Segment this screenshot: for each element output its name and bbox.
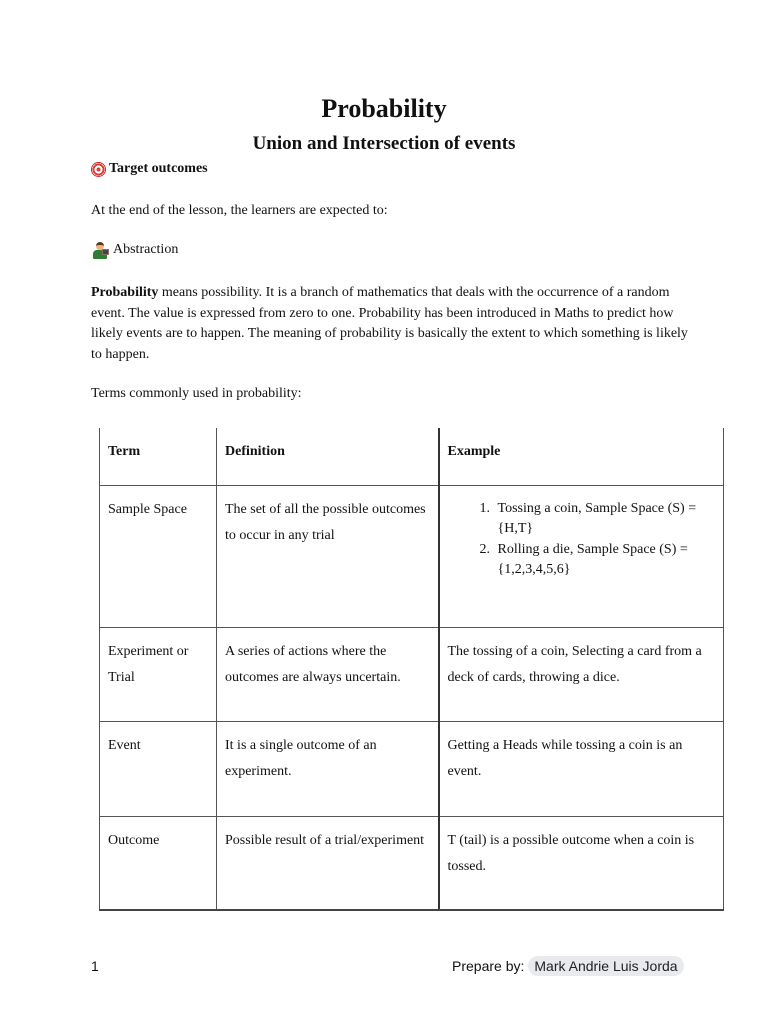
probability-definition-text: means possibility. It is a branch of mathematics that deals with the occurrence of a random event. The value is expressed from zero to one. Probability has been introduced in Maths to predict how likely events are to happen. The meaning of probability is basically the extent to which something is likely to happen. [91, 285, 688, 362]
table-header-row [100, 428, 724, 485]
page-number: 1 [91, 958, 99, 974]
terms-table [99, 428, 724, 911]
target-outcomes-label: Target outcomes [109, 161, 208, 176]
example-cell: The tossing of a coin, Selecting a card from a deck of cards, throwing a dice. [439, 627, 724, 721]
terms-intro-text: Terms commonly used in probability: [91, 386, 302, 401]
example-list [448, 497, 716, 581]
term-cell: Outcome [100, 816, 217, 910]
definition-cell: The set of all the possible outcomes to occur in any trial [217, 485, 439, 627]
prepared-by [452, 956, 684, 976]
table-row [100, 721, 724, 816]
table-header-cell: Example [439, 428, 724, 485]
prepared-by-label: Prepare by: [452, 958, 525, 974]
example-cell: T (tail) is a possible outcome when a coin is tossed. [439, 816, 724, 910]
probability-definition-paragraph [91, 283, 691, 365]
list-item: 1. Tossing a coin, Sample Space (S) = {H,T} [494, 499, 716, 540]
probability-term: Probability [91, 285, 159, 300]
table-header-cell: Definition [217, 428, 439, 485]
definition-cell: A series of actions where the outcomes are always uncertain. [217, 627, 439, 721]
target-outcomes-heading [91, 159, 208, 179]
target-icon [91, 162, 106, 177]
table-row [100, 627, 724, 721]
example-cell: Getting a Heads while tossing a coin is an event. [439, 721, 724, 816]
example-cell [439, 485, 724, 627]
term-cell: Event [100, 721, 217, 816]
definition-cell: It is a single outcome of an experiment. [217, 721, 439, 816]
term-cell: Sample Space [100, 485, 217, 627]
term-cell: Experiment or Trial [100, 627, 217, 721]
table-row [100, 485, 724, 627]
abstraction-heading [91, 240, 178, 260]
definition-cell: Possible result of a trial/experiment [217, 816, 439, 910]
abstraction-label: Abstraction [113, 242, 179, 257]
page-subtitle: Union and Intersection of events [252, 133, 516, 154]
page-title: Probability [321, 94, 447, 123]
list-item: 2. Rolling a die, Sample Space (S) = {1,2,3,4,5,6} [494, 540, 716, 581]
teacher-icon [91, 241, 109, 259]
lesson-intro-text: At the end of the lesson, the learners are expected to: [91, 203, 388, 218]
table-row [100, 816, 724, 910]
table-header-cell: Term [100, 428, 217, 485]
author-chip[interactable]: Mark Andrie Luis Jorda [528, 956, 683, 976]
